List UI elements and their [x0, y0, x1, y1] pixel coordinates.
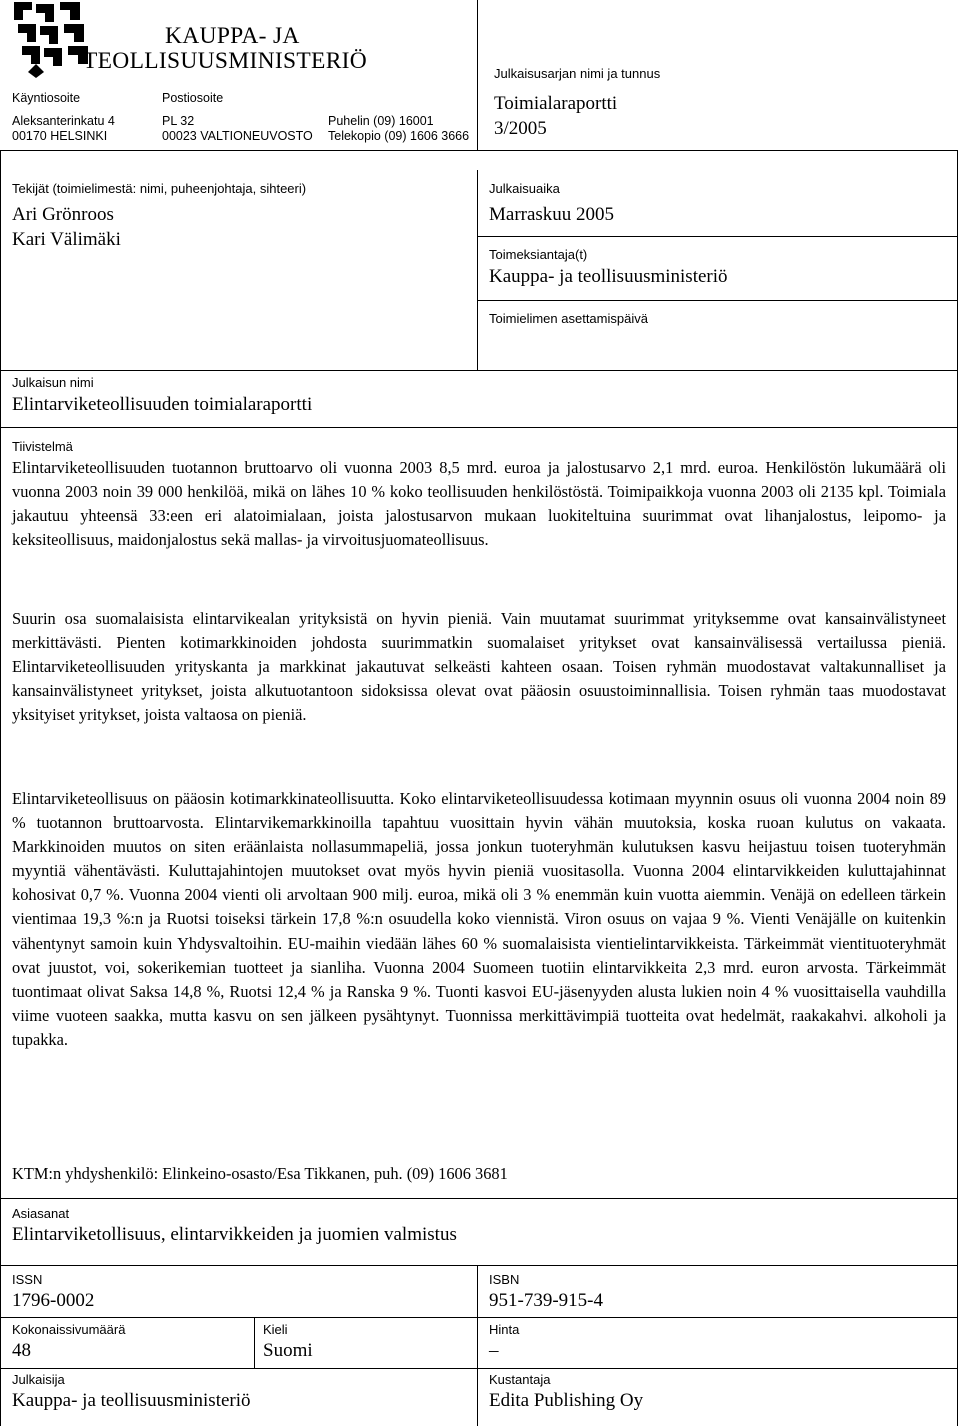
isbn-label: ISBN: [489, 1272, 520, 1287]
visit-address-label: Käyntiosoite: [12, 91, 81, 105]
distributor-label: Kustantaja: [489, 1372, 551, 1387]
divider: [0, 370, 958, 371]
visit-address-line1: Aleksanterinkatu 4: [12, 114, 115, 128]
post-address-label: Postiosoite: [162, 91, 224, 105]
keywords-value: Elintarviketollisuus, elintarvikkeiden ja juomien valmistus: [12, 1224, 457, 1245]
series-number: 3/2005: [494, 118, 547, 139]
divider: [0, 427, 958, 428]
phone-number: Puhelin (09) 16001: [328, 114, 434, 128]
post-address-line1: PL 32: [162, 114, 195, 128]
pubname-value: Elintarviketeollisuuden toimialaraportti: [12, 394, 313, 415]
appointment-label: Toimielimen asettamispäivä: [489, 311, 648, 326]
price-label: Hinta: [489, 1322, 520, 1337]
divider: [957, 150, 958, 1426]
post-address-line2: 00023 VALTIONEUVOSTO: [162, 129, 313, 143]
authors-label: Tekijät (toimielimestä: nimi, puheenjohtaja, sihteeri): [12, 181, 307, 196]
ministry-name-line1: KAUPPA- JA: [165, 23, 300, 49]
pages-label: Kokonaissivumäärä: [12, 1322, 126, 1337]
commissioner-value: Kauppa- ja teollisuusministeriö: [489, 266, 728, 287]
visit-address-line2: 00170 HELSINKI: [12, 129, 108, 143]
divider: [477, 170, 478, 370]
author-name: Kari Välimäki: [12, 229, 121, 250]
issn-value: 1796-0002: [12, 1290, 95, 1311]
divider: [0, 1317, 958, 1318]
publisher-label: Julkaisija: [12, 1372, 65, 1387]
divider: [477, 0, 478, 151]
abstract-body: [12, 787, 946, 1052]
pages-value: 48: [12, 1340, 31, 1361]
abstract-body: [12, 607, 946, 727]
abstract-paragraph: Elintarviketeollisuuden tuotannon bruttoarvo oli vuonna 2003 8,5 mrd. euroa ja jalostusarvo 2,1 mrd. euroa. Henkilöstön lukumäärä oli vuonna 2003 noin 39 000 henkilöä, mikä on lähes 10 % koko teollisuuden henkilöstöstä. Toimipaikkoja vuonna 2003 oli 2135 kpl. Toimiala jakautuu yhteensä 33:een eri alatoimialaan, joista jalostusarvon mukaan luokiteltuina suurimmat ovat lihanjalostus, leipomo- ja keksiteollisuus, maidonjalostus sekä mallas- ja virvoitusjuomateollisuus.: [12, 458, 946, 550]
language-value: Suomi: [263, 1340, 313, 1361]
abstract-paragraph: Suurin osa suomalaisista elintarvikealan yrityksistä on hyvin pieniä. Vain muutamat suurimmat yrityksemme ovat kansainvälistyneet merkittävästi. Pienten kotimarkkinoiden johdosta suurimmatkin suomalaiset yritykset ovat kansainvälisessä vertailussa pieniä. Elintarviketeollisuuden yrityskanta ja markkinat jakautuvat selkeästi kahteen osaan. Toisen ryhmän muodostavat valtakunnalliset ja kansainvälistyneet yritykset, joista alkutuotantoon sidoksissa olevat ovat pääosin osuustoiminnallisia. Toisen ryhmän taas muodostavat yksityiset yritykset, joista valtaosa on pieniä.: [12, 609, 946, 725]
language-label: Kieli: [263, 1322, 288, 1337]
contact-line: [12, 1162, 946, 1186]
author-name: Ari Grönroos: [12, 204, 114, 225]
distributor-value: Edita Publishing Oy: [489, 1390, 644, 1411]
divider: [477, 1265, 478, 1426]
abstract-body: [12, 456, 946, 552]
pubdate-value: Marraskuu 2005: [489, 204, 615, 225]
isbn-value: 951-739-915-4: [489, 1290, 603, 1311]
divider: [477, 236, 957, 237]
publisher-value: Kauppa- ja teollisuusministeriö: [12, 1390, 251, 1411]
abstract-paragraph: Elintarviketeollisuus on pääosin kotimarkkinateollisuutta. Koko elintarviketeollisuudessa kotimaan myynnin osuus oli vuonna 2004 noin 89 % tuotannon bruttoarvosta. Elintarvikemarkkinoilla tapahtuu vuosittain hyvin vähän muutoksia, koska ruoan kulutus on vakaata. Markkinoiden muutos on siten eräänlaista nollasummapeliä, jossa jonkun tuoteryhmän kulutuksen kasvu heijastuu toisen tuoteryhmän myyntiä vähentävästi. Kuluttajahintojen muutokset ovat myös hyvin pieniä vuositasolla. Vuonna 2004 elintarvikkeiden kuluttajahinnat kohosivat 0,7 %. Vuonna 2004 vienti oli arvoltaan 900 milj. euroa, mikä oli 3 % enemmän kuin vuotta aiemmin. Venäjä on edelleen tärkein vientimaa 19,3 %:n ja Ruotsi toiseksi tärkein 17,8 %:n osuudella koko viennistä. Viron osuus on vajaa 9 %. Vienti Venäjälle on kuitenkin vähentynyt samoin kuin Yhdysvaltoihin. EU-maihin viedään lähes 60 % suomalaisista vientielintarvikkeista. Tärkeimmät vientituoteryhmät ovat juustot, voi, sokerikemian tuotteet ja sianliha. Vuonna 2004 Suomeen tuotiin elintarvikkeita 2,3 mrd. euron arvosta. Tärkeimmät tuontimaat olivat Saksa 14,8 %, Ruotsi 12,4 % ja Ranska 9 %. Tuonti kasvoi EU-jäsenyyden alusta lukien noin 4 % vuosittaisella vauhdilla viime vuoteen saakka, mutta kasvu on sen jälkeen pysähtynyt. Tuonnissa merkittävimpiä tuotteita ovat hedelmät, raakakahvi. alkoholi ja tupakka.: [12, 789, 946, 1049]
abstract-label: Tiivistelmä: [12, 439, 73, 454]
divider: [0, 1198, 958, 1199]
series-label: Julkaisusarjan nimi ja tunnus: [494, 66, 661, 81]
divider: [0, 1265, 958, 1266]
divider: [0, 150, 958, 151]
divider: [477, 300, 957, 301]
pubname-label: Julkaisun nimi: [12, 375, 94, 390]
fax-number: Telekopio (09) 1606 3666: [328, 129, 470, 143]
ministry-logo-icon: [14, 2, 92, 78]
commissioner-label: Toimeksiantaja(t): [489, 247, 588, 262]
price-value: –: [489, 1340, 499, 1361]
series-name: Toimialaraportti: [494, 93, 618, 114]
divider: [0, 1368, 958, 1369]
keywords-label: Asiasanat: [12, 1206, 70, 1221]
abstract-paragraph: KTM:n yhdyshenkilö: Elinkeino-osasto/Esa Tikkanen, puh. (09) 1606 3681: [12, 1164, 508, 1183]
divider: [0, 150, 1, 1426]
ministry-name-line2: TEOLLISUUSMINISTERIÖ: [83, 48, 368, 74]
divider: [254, 1317, 255, 1369]
pubdate-label: Julkaisuaika: [489, 181, 560, 196]
issn-label: ISSN: [12, 1272, 43, 1287]
